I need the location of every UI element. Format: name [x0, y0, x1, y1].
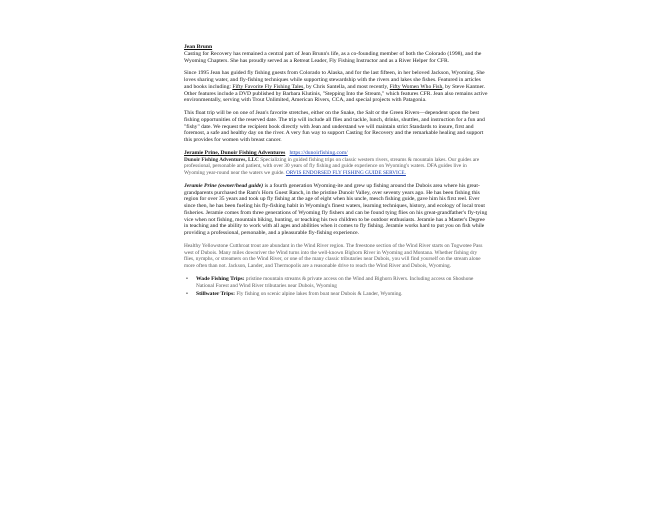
list-item [186, 291, 488, 298]
trip-list [184, 276, 488, 298]
wind-river-paragraph: Healthy Yellowstone Cutthroat trout are abundant in the Wind River region. The freestone section of the Wind River starts on Togwotee Pass west of Dubois. Many miles downriver the Wind turns into the well-known Bighorn River in Wyoming and Montana. Whether fishing dry flies, nymphs, or streamers on the Wind River, or one of the many classic tributaries near Dubois, you will find yourself on the stream alone more often than not. Jackson, Lander, and Thermopolis are a reasonable drive to reach the Wind River and Dubois, Wyoming. [184, 242, 483, 269]
bullet-icon: • [186, 275, 188, 282]
jean-p2-text-c: , by Steve Kantner. Other features include a DVD published by Barbara Klutinis, "Stepping Into the Stream," which features CFR. Jean also remains active environmentally, serving with Trout Unlimited, American Rivers, CCA, and special projects with Patagonia. [184, 83, 488, 104]
trip-description: Fly fishing on scenic alpine lakes from boat near Dubois & Lander, Wyoming. [235, 291, 403, 298]
bullet-icon: • [186, 291, 188, 298]
dunoir-company-name: Dunoir Fishing Adventures, LLC [184, 156, 259, 163]
jean-name: Jean Brunn [184, 44, 213, 50]
trip-label: Stillwater Trips: [196, 291, 235, 298]
list-item [186, 275, 488, 290]
jeramie-heading-line [184, 150, 488, 157]
book-title-fifty-favorite: Fifty Favorite Fly Fishing Tales [232, 83, 304, 90]
jean-name-heading [184, 44, 488, 51]
jeramie-heading: Jeramie Prine, Dunoir Fishing Adventures [184, 149, 286, 156]
jeramie-bio [184, 183, 488, 237]
jean-paragraph-3: This float trip will be on one of Jean's favorite stretches, either on the Snake, the Salt or the Green Rivers—dependent upon the best fishing opportunities of the reserved date. The trip will include all flies and tackle, lunch, drinks, shuttles, and instruction for a fun and "fishy" date. We request the recipient book directly with Jean and understand we will maintain strict Standards to insure, first and foremost, a safe and healthy day on the river. A very fun way to support Casting for Recovery and the remarkable healing and support this provides for women with breast cancer. [184, 110, 485, 143]
jeramie-bio-lead: Jeramie Prine (owner/head guide) [184, 182, 264, 189]
dunoir-website-link[interactable]: https://dunoirfishing.com/ [289, 149, 348, 156]
trip-description: pristine mountain streams & private access on the Wind and Bighorn Rivers. Including access on Shoshone National Forest and Wind River tributaries near Dubois, Wyoming [196, 275, 474, 289]
jean-p2-text-a: Since 1995 Jean has guided fly fishing guests from Colorado to Alaska, and for the last fifteen, in her beloved Jackson, Wyoming. She loves sharing water, and fly-fishing techniques while supporting stewardship with the rivers and lakes she fishes. Featured in articles and books including: [184, 70, 485, 90]
dunoir-intro-text: Specializing in guided fishing trips on classic western rivers, streams & mountain lakes. Our guides are professional, personable and patient, with over 30 years of fly fishing and guide experience on Wyoming's waters. DFA guides live in Wyoming year-round near the waters we guide. [184, 156, 480, 176]
jean-paragraph-1: Casting for Recovery has remained a central part of Jean Brunn's life, as a co-founding member of both the Colorado (1998), and the Wyoming Chapters. She has proudly served as a Retreat Leader, Fly Fishing Instructor and as a River Helper for CFR. [184, 50, 482, 64]
orvis-endorsed-link[interactable]: ORVIS ENDORSED FLY FISHING GUIDE SERVICE. [285, 170, 406, 176]
trip-label: Wade Fishing Trips: [196, 275, 245, 282]
jean-paragraph-2 [184, 70, 488, 104]
jeramie-bio-text: is a fourth generation Wyoming-ite and grew up fishing around the Dubois area where his great-grandparents purchased the Ram's Horn Guest Ranch, in the pristine Dunoir Valley, over seventy years ago. He has been fishing this region for over 35 years and took up fly fishing at the age of eight when his uncle, mesch fishing guide, gave him his first reel. Ever since then, he has been fueling his fly-fishing habit in Wyoming's finest waters, learning techniques, history, and ecology of local trout fisheries. Jeramie comes from three generations of Wyoming fly fishers and can be found tying flies on his great-grandfather's fly-tying vice when not fishing, mountain biking, hunting, or teaching his two children to be outdoor enthusiasts. Jeramie has a Master's Degree in teaching and the ability to work with all ages and abilities when it comes to fly fishing. Jeramie works hard to put you on fish while providing a professional, personable, and a pleasurable fly-fishing experience. [184, 182, 488, 236]
document-body [184, 44, 488, 300]
dunoir-intro [184, 157, 488, 177]
jean-p2-text-b: , by Chris Santella, and most recently, [303, 83, 390, 90]
book-title-fifty-women: Fifty Women Who Fish [389, 83, 443, 90]
